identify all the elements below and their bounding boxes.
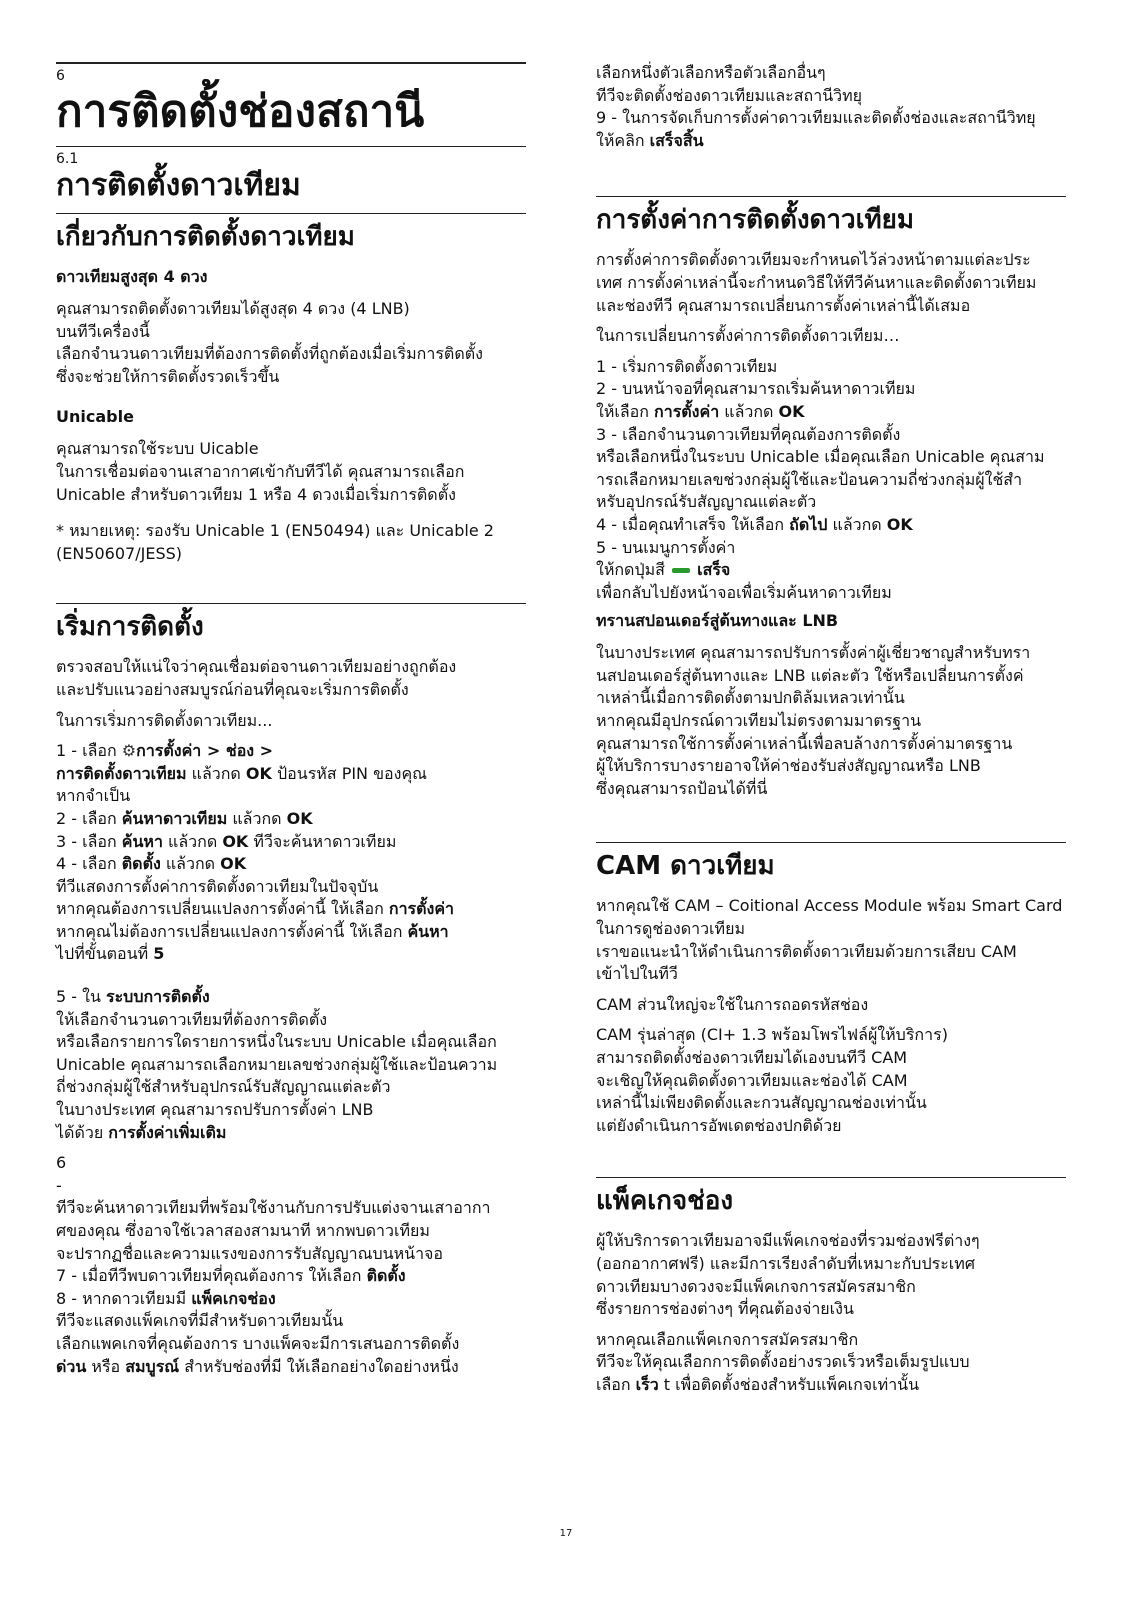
packages-rule xyxy=(596,1177,1066,1178)
section-rule xyxy=(56,146,526,147)
max-satellites-heading: ดาวเทียมสูงสุด 4 ดวง xyxy=(56,267,208,286)
gear-icon: ⚙ xyxy=(121,741,137,761)
start-steps-7-8: 7 - เมื่อทีวีพบดาวเทียมที่คุณต้องการ ให้เลือก ติดตั้ง 8 - หากดาวเทียมมี แพ็คเกจช่อง ทีวีจะแสดงแพ็คเกจที่มีสำหรับดาวเทียมนั้น เลือกแพคเกจที่คุณต้องการ บางแพ็คจะมีการเสนอการติดตั้ง ด่วน หรือ สมบูรณ์ สำหรับช่องที่มี ให้เลือกอย่างใดอย่างหนึ่ง xyxy=(56,1266,460,1376)
transponder-heading: ทรานสปอนเดอร์สู่ต้นทางและ LNB xyxy=(596,611,839,631)
chapter-rule xyxy=(56,62,526,64)
page-number: 17 xyxy=(559,1528,573,1539)
settings-lead: ในการเปลี่ยนการตั้งค่าการติดตั้งดาวเทียม… xyxy=(596,326,900,346)
cam-heading: CAM ดาวเทียม xyxy=(596,851,775,882)
unicable-text: คุณสามารถใช้ระบบ Uicable ในการเชื่อมต่อจานเสาอากาศเข้ากับทีวีได้ คุณสามารถเลือก Unicable สำหรับดาวเทียม 1 หรือ 4 ดวงเมื่อเริ่มการติดตั้ง xyxy=(56,439,465,504)
settings-intro: การตั้งค่าการติดตั้งดาวเทียมจะกำหนดไว้ล่วงหน้าตามแต่ละประ เทศ การตั้งค่าเหล่านี้จะกำหนดวิธีให้ทีวีค้นหาและติดตั้งดาวเทียม และช่องทีวี คุณสามารถเปลี่ยนการตั้งค่าเหล่านี้ได้เสมอ xyxy=(596,250,1037,315)
cam-paragraph-1: หากคุณใช้ CAM – Coitional Access Module พร้อม Smart Card ในการดูช่องดาวเทียม เราขอแนะนำให้ดำเนินการติดตั้งดาวเทียมด้วยการเสียบ CAM เข้าไปในทีวี xyxy=(596,896,1063,984)
chapter-title: การติดตั้งช่องสถานี xyxy=(56,86,425,137)
cam-paragraph-2: CAM ส่วนใหญ่จะใช้ในการถอดรหัสช่อง xyxy=(596,994,869,1014)
about-heading: เกี่ยวกับการติดตั้งดาวเทียม xyxy=(56,222,355,252)
settings-steps: 1 - เริ่มการติดตั้งดาวเทียม 2 - บนหน้าจอที่คุณสามารถเริ่มค้นหาดาวเทียม ให้เลือก การตั้งค่า แล้วกด OK 3 - เลือกจำนวนดาวเทียมที่คุณต้องการติดตั้ง หรือเลือกหนึ่งในระบบ Unicable เมื่อคุณเลือก Unicable คุณสาม ารถเลือกหมายเลขช่วงกลุ่มผู้ใช้และป้อนความถี่ช่วงกลุ่มผู้ใช้สำ หรับอุปกรณ์รับสัญญาณแต่ละตัว 4 - เมื่อคุณทำเสร็จ ให้เลือก ถัดไป แล้วกด OK 5 - บนเมนูการตั้งค่า ให้กดปุ่มสี เสร็จ เพื่อกลับไปยังหน้าจอเพื่อเริ่มค้นหาดาวเทียม xyxy=(596,356,1045,602)
max-satellites-text: คุณสามารถติดตั้งดาวเทียมได้สูงสุด 4 ดวง (4 LNB) บนทีวีเครื่องนี้ เลือกจำนวนดาวเทียมที่ต้องการติดตั้งที่ถูกต้องเมื่อเริ่มการติดตั้ง ซึ่งจะช่วยให้การติดตั้งรวดเร็วขึ้น xyxy=(56,299,483,386)
right-column xyxy=(596,0,1066,1397)
start-rule xyxy=(56,603,526,604)
start-step-5: 5 - ใน ระบบการติดตั้ง ให้เลือกจำนวนดาวเทียมที่ต้องการติดตั้ง หรือเลือกรายการใดรายการหนึ่งในระบบ Unicable เมื่อคุณเลือก Unicable คุณสามารถเลือกหมายเลขช่วงกลุ่มผู้ใช้และป้อนความ ถี่ช่วงกลุ่มผู้ใช้สำหรับอุปกรณ์รับสัญญาณแต่ละตัว ในบางประเทศ คุณสามารถปรับการตั้งค่า LNB ได้ด้วย การตั้งค่าเพิ่มเติม xyxy=(56,987,498,1142)
packages-heading: แพ็คเกจช่อง xyxy=(596,1186,734,1217)
packages-paragraph-2: หากคุณเลือกแพ็คเกจการสมัครสมาชิก ทีวีจะให้คุณเลือกการติดตั้งอย่างรวดเร็วหรือเต็มรูปแบบ เลือก เร็ว t เพื่อติดตั้งช่องสำหรับแพ็คเกจเท่านั้น xyxy=(596,1329,970,1394)
unicable-note: * หมายเหตุ: รองรับ Unicable 1 (EN50494) และ Unicable 2 (EN50607/JESS) xyxy=(56,521,494,563)
start-intro: ตรวจสอบให้แน่ใจว่าคุณเชื่อมต่อจานดาวเทียมอย่างถูกต้อง และปรับแนวอย่างสมบูรณ์ก่อนที่คุณจะเริ่มการติดตั้ง xyxy=(56,657,457,699)
chapter-number: 6 xyxy=(56,68,65,84)
start-continued: เลือกหนึ่งตัวเลือกหรือตัวเลือกอื่นๆ ทีวีจะติดตั้งช่องดาวเทียมและสถานีวิทยุ 9 - ในการจัดเก็บการตั้งค่าดาวเทียมและติดตั้งช่องและสถานีวิทยุ ให้คลิก เสร็จสิ้น xyxy=(596,63,1036,150)
section-number: 6.1 xyxy=(56,151,79,167)
settings-rule xyxy=(596,196,1066,197)
settings-heading: การตั้งค่าการติดตั้งดาวเทียม xyxy=(596,205,915,236)
start-lead: ในการเริ่มการติดตั้งดาวเทียม... xyxy=(56,710,273,730)
green-button-icon xyxy=(672,568,690,573)
transponder-text: ในบางประเทศ คุณสามารถปรับการตั้งค่าผู้เชี่ยวชาญสำหรับทรา นสปอนเดอร์สู่ต้นทางและ LNB แต่ละตัว ใช้หรือเปลี่ยนการตั้งค่ าเหล่านี้เมื่อการติดตั้งตามปกติล้มเหลวเท่านั้น หากคุณมีอุปกรณ์ดาวเทียมไม่ตรงตามมาตรฐาน คุณสามารถใช้การตั้งค่าเหล่านี้เพื่อลบล้างการตั้งค่ามาตรฐาน ผู้ให้บริการบางรายอาจให้ค่าช่องรับส่งสัญญาณหรือ LNB ซึ่งคุณสามารถป้อนได้ที่นี่ xyxy=(596,643,1031,798)
start-step-6: 6 - ทีวีจะค้นหาดาวเทียมที่พร้อมใช้งานกับการปรับแต่งจานเสาอากา ศของคุณ ซึ่งอาจใช้เวลาสองสามนาที หากพบดาวเทียม จะปรากฏชื่อและความแรงของการรับสัญญาณบนหน้าจอ xyxy=(56,1153,491,1263)
section-title: การติดตั้งดาวเทียม xyxy=(56,168,301,203)
cam-paragraph-3: CAM รุ่นล่าสุด (CI+ 1.3 พร้อมโพรไฟล์ผู้ให้บริการ) สามารถติดตั้งช่องดาวเทียมได้เองบนทีวี CAM จะเชิญให้คุณติดตั้งดาวเทียมและช่องได้ CAM เหล่านี้ไม่เพียงติดตั้งและกวนสัญญาณช่องเท่านั้น แต่ยังดำเนินการอัพเดตช่องปกติด้วย xyxy=(596,1025,948,1135)
unicable-heading: Unicable xyxy=(56,407,134,427)
start-steps-1-4: 1 - เลือก ⚙การตั้งค่า > ช่อง > การติดตั้งดาวเทียม แล้วกด OK ป้อนรหัส PIN ของคุณ หากจำเป็น 2 - เลือก ค้นหาดาวเทียม แล้วกด OK 3 - เลือก ค้นหา แล้วกด OK ทีวีจะค้นหาดาวเทียม 4 - เลือก ติดตั้ง แล้วกด OK ทีวีแสดงการตั้งค่าการติดตั้งดาวเทียมในปัจจุบัน หากคุณต้องการเปลี่ยนแปลงการตั้งค่านี้ ให้เลือก การตั้งค่า หากคุณไม่ต้องการเปลี่ยนแปลงการตั้งค่านี้ ให้เลือก ค้นหา ไปที่ขั้นตอนที่ 5 xyxy=(56,741,455,964)
packages-paragraph-1: ผู้ให้บริการดาวเทียมอาจมีแพ็คเกจช่องที่รวมช่องฟรีต่างๆ (ออกอากาศฟรี) และมีการเรียงลำดับที่เหมาะกับประเทศ ดาวเทียมบางดวงจะมีแพ็คเกจการสมัครสมาชิก ซึ่งรายการช่องต่างๆ ที่คุณต้องจ่ายเงิน xyxy=(596,1231,980,1319)
about-rule xyxy=(56,213,526,214)
start-heading: เริ่มการติดตั้ง xyxy=(56,612,204,643)
cam-rule xyxy=(596,842,1066,843)
left-column xyxy=(56,0,526,1378)
